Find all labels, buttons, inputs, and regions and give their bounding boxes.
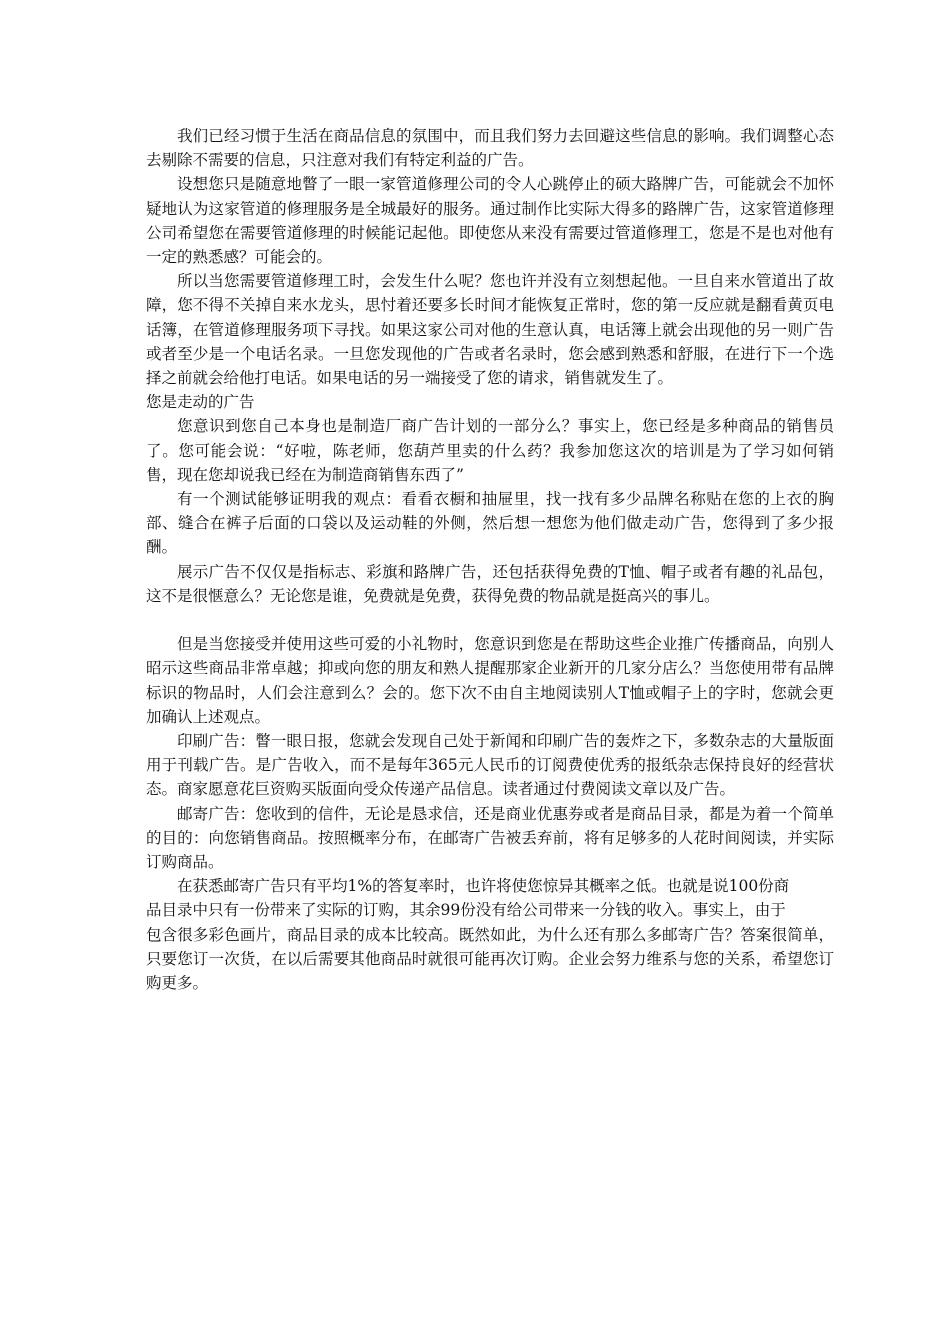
paragraph: 邮寄广告：您收到的信件，无论是恳求信，还是商业优惠券或者是商品目录，都是为着一个简单的目的：向您销售商品。按照概率分布，在邮寄广告被丢弃前，将有足够多的人花时间阅读，并实际订购商品。	[146, 804, 834, 872]
paragraph: 所以当您需要管道修理工时，会发生什么呢？您也许并没有立刻想起他。一旦自来水管道出了故障，您不得不关掉自来水龙头，思忖着还要多长时间才能恢复正常时，您的第一反应就是翻看黄页电话簿，在管道修理服务项下寻找。如果这家公司对他的生意认真，电话簿上就会出现他的另一则广告或者至少是一个电话名录。一旦您发现他的广告或者名录时，您会感到熟悉和舒服，在进行下一个选择之前就会给他打电话。如果电话的另一端接受了您的请求，销售就发生了。	[146, 272, 834, 388]
paragraph: 但是当您接受并使用这些可爱的小礼物时，您意识到您是在帮助这些企业推广传播商品，向别人昭示这些商品非常卓越；抑或向您的朋友和熟人提醒那家企业新开的几家分店么？当您使用带有品牌标识的物品时，人们会注意到么？会的。您下次不由自主地阅读别人T恤或帽子上的字时，您就会更加确认上述观点。	[146, 635, 834, 726]
paragraph: 在获悉邮寄广告只有平均1%的答复率时，也许将使您惊异其概率之低。也就是说100份商	[177, 877, 790, 896]
paragraph: 我们已经习惯于生活在商品信息的氛围中，而且我们努力去回避这些信息的影响。我们调整心态去剔除不需要的信息，只注意对我们有特定利益的广告。	[146, 127, 834, 170]
paragraph: 展示广告不仅仅是指标志、彩旗和路牌广告，还包括获得免费的T恤、帽子或者有趣的礼品包，这不是很惬意么？无论您是谁，免费就是免费，获得免费的物品就是挺高兴的事儿。	[146, 562, 834, 605]
paragraph-fragment: 品目录中只有一份带来了实际的订购，其余99份没有给公司带来一分钱的收入。事实上，由于	[146, 901, 786, 920]
paragraph-fragment: 包含很多彩色画片，商品目录的成本比较高。既然如此，为什么还有那么多邮寄广告？答案很简单，只要您订一次货，在以后需要其他商品时就很可能再次订购。企业会努力维系与您的关系，希望您订购更多。	[146, 925, 834, 993]
document-body	[146, 124, 834, 995]
paragraph: 有一个测试能够证明我的观点：看看衣橱和抽屉里，找一找有多少品牌名称贴在您的上衣的胸部、缝合在裤子后面的口袋以及运动鞋的外侧，然后想一想您为他们做走动广告，您得到了多少报酬。	[146, 490, 834, 557]
paragraph: 您意识到您自己本身也是制造厂商广告计划的一部分么？事实上，您已经是多种商品的销售员了。您可能会说：“好啦，陈老师，您葫芦里卖的什么药？我参加您这次的培训是为了学习如何销售，现在您却说我已经在为制造商销售东西了”	[146, 417, 834, 484]
paragraph: 设想您只是随意地瞥了一眼一家管道修理公司的令人心跳停止的硕大路牌广告，可能就会不加怀疑地认为这家管道的修理服务是全城最好的服务。通过制作比实际大得多的路牌广告，这家管道修理公司希望您在需要管道修理的时候能记起他。即使您从来没有需要过管道修理工，您是不是也对他有一定的熟悉感？可能会的。	[146, 175, 834, 267]
paragraph: 印刷广告：瞥一眼日报，您就会发现自己处于新闻和印刷广告的轰炸之下，多数杂志的大量版面用于刊载广告。是广告收入，而不是每年365元人民币的订阅费使优秀的报纸杂志保持良好的经营状态。商家愿意花巨资购买版面向受众传递产品信息。读者通过付费阅读文章以及广告。	[146, 732, 834, 799]
blank-line	[146, 608, 834, 632]
section-heading: 您是走动的广告	[146, 393, 255, 412]
